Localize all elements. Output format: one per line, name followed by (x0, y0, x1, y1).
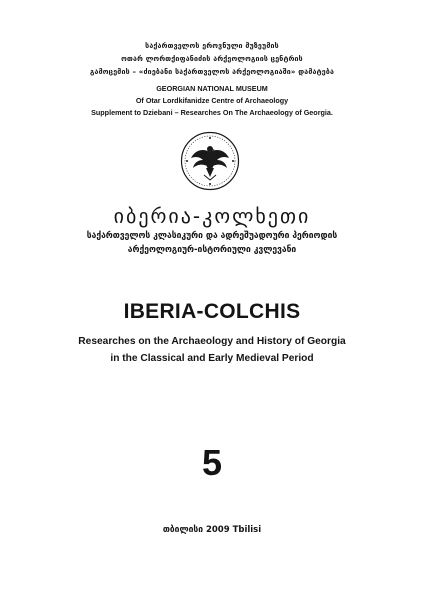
header-eng-line-3: Supplement to Dziebani – Researches On The Archaeology of Georgia. (91, 108, 333, 117)
subtitle-georgian (0, 229, 424, 257)
imprint-place-year: თბილისი 2009 Tbilisi (162, 525, 262, 535)
subtitle-eng-line-1: Researches on the Archaeology and History of Georgia (78, 336, 346, 347)
subtitle-geo-line-2: არქეოლოგიურ-ისტორიული კვლევანი (127, 245, 297, 255)
subtitle-english (0, 333, 424, 367)
header-eng-line-2: Of Otar Lordkifanidze Centre of Archaeology (135, 96, 289, 105)
volume-number: 5 (201, 442, 223, 483)
header-geo-line-1: საქართველოს ეროვნული მუზეუმის (145, 42, 279, 50)
header-geo-line-3: გამოცემის – «ძიებანი საქართველოს არქეოლოგიაში» დამატება (89, 68, 335, 76)
publisher-header-georgian (0, 40, 424, 79)
subtitle-eng-line-2: in the Classical and Early Medieval Period (110, 353, 314, 364)
subtitle-geo-line-1: საქართველოს კლასიკური და ადრეშუადოური პერიოდის (86, 231, 338, 241)
title-english: IBERIA-COLCHIS (123, 300, 301, 323)
title-georgian: იბერია-კოლხეთი (113, 204, 311, 228)
museum-emblem-icon (179, 130, 241, 192)
publisher-header-english (0, 83, 424, 119)
header-eng-line-1: GEORGIAN NATIONAL MUSEUM (156, 84, 268, 93)
header-geo-line-2: ოთარ ლორთქიფანიძის არქეოლოგიის ცენტრის (121, 55, 303, 63)
